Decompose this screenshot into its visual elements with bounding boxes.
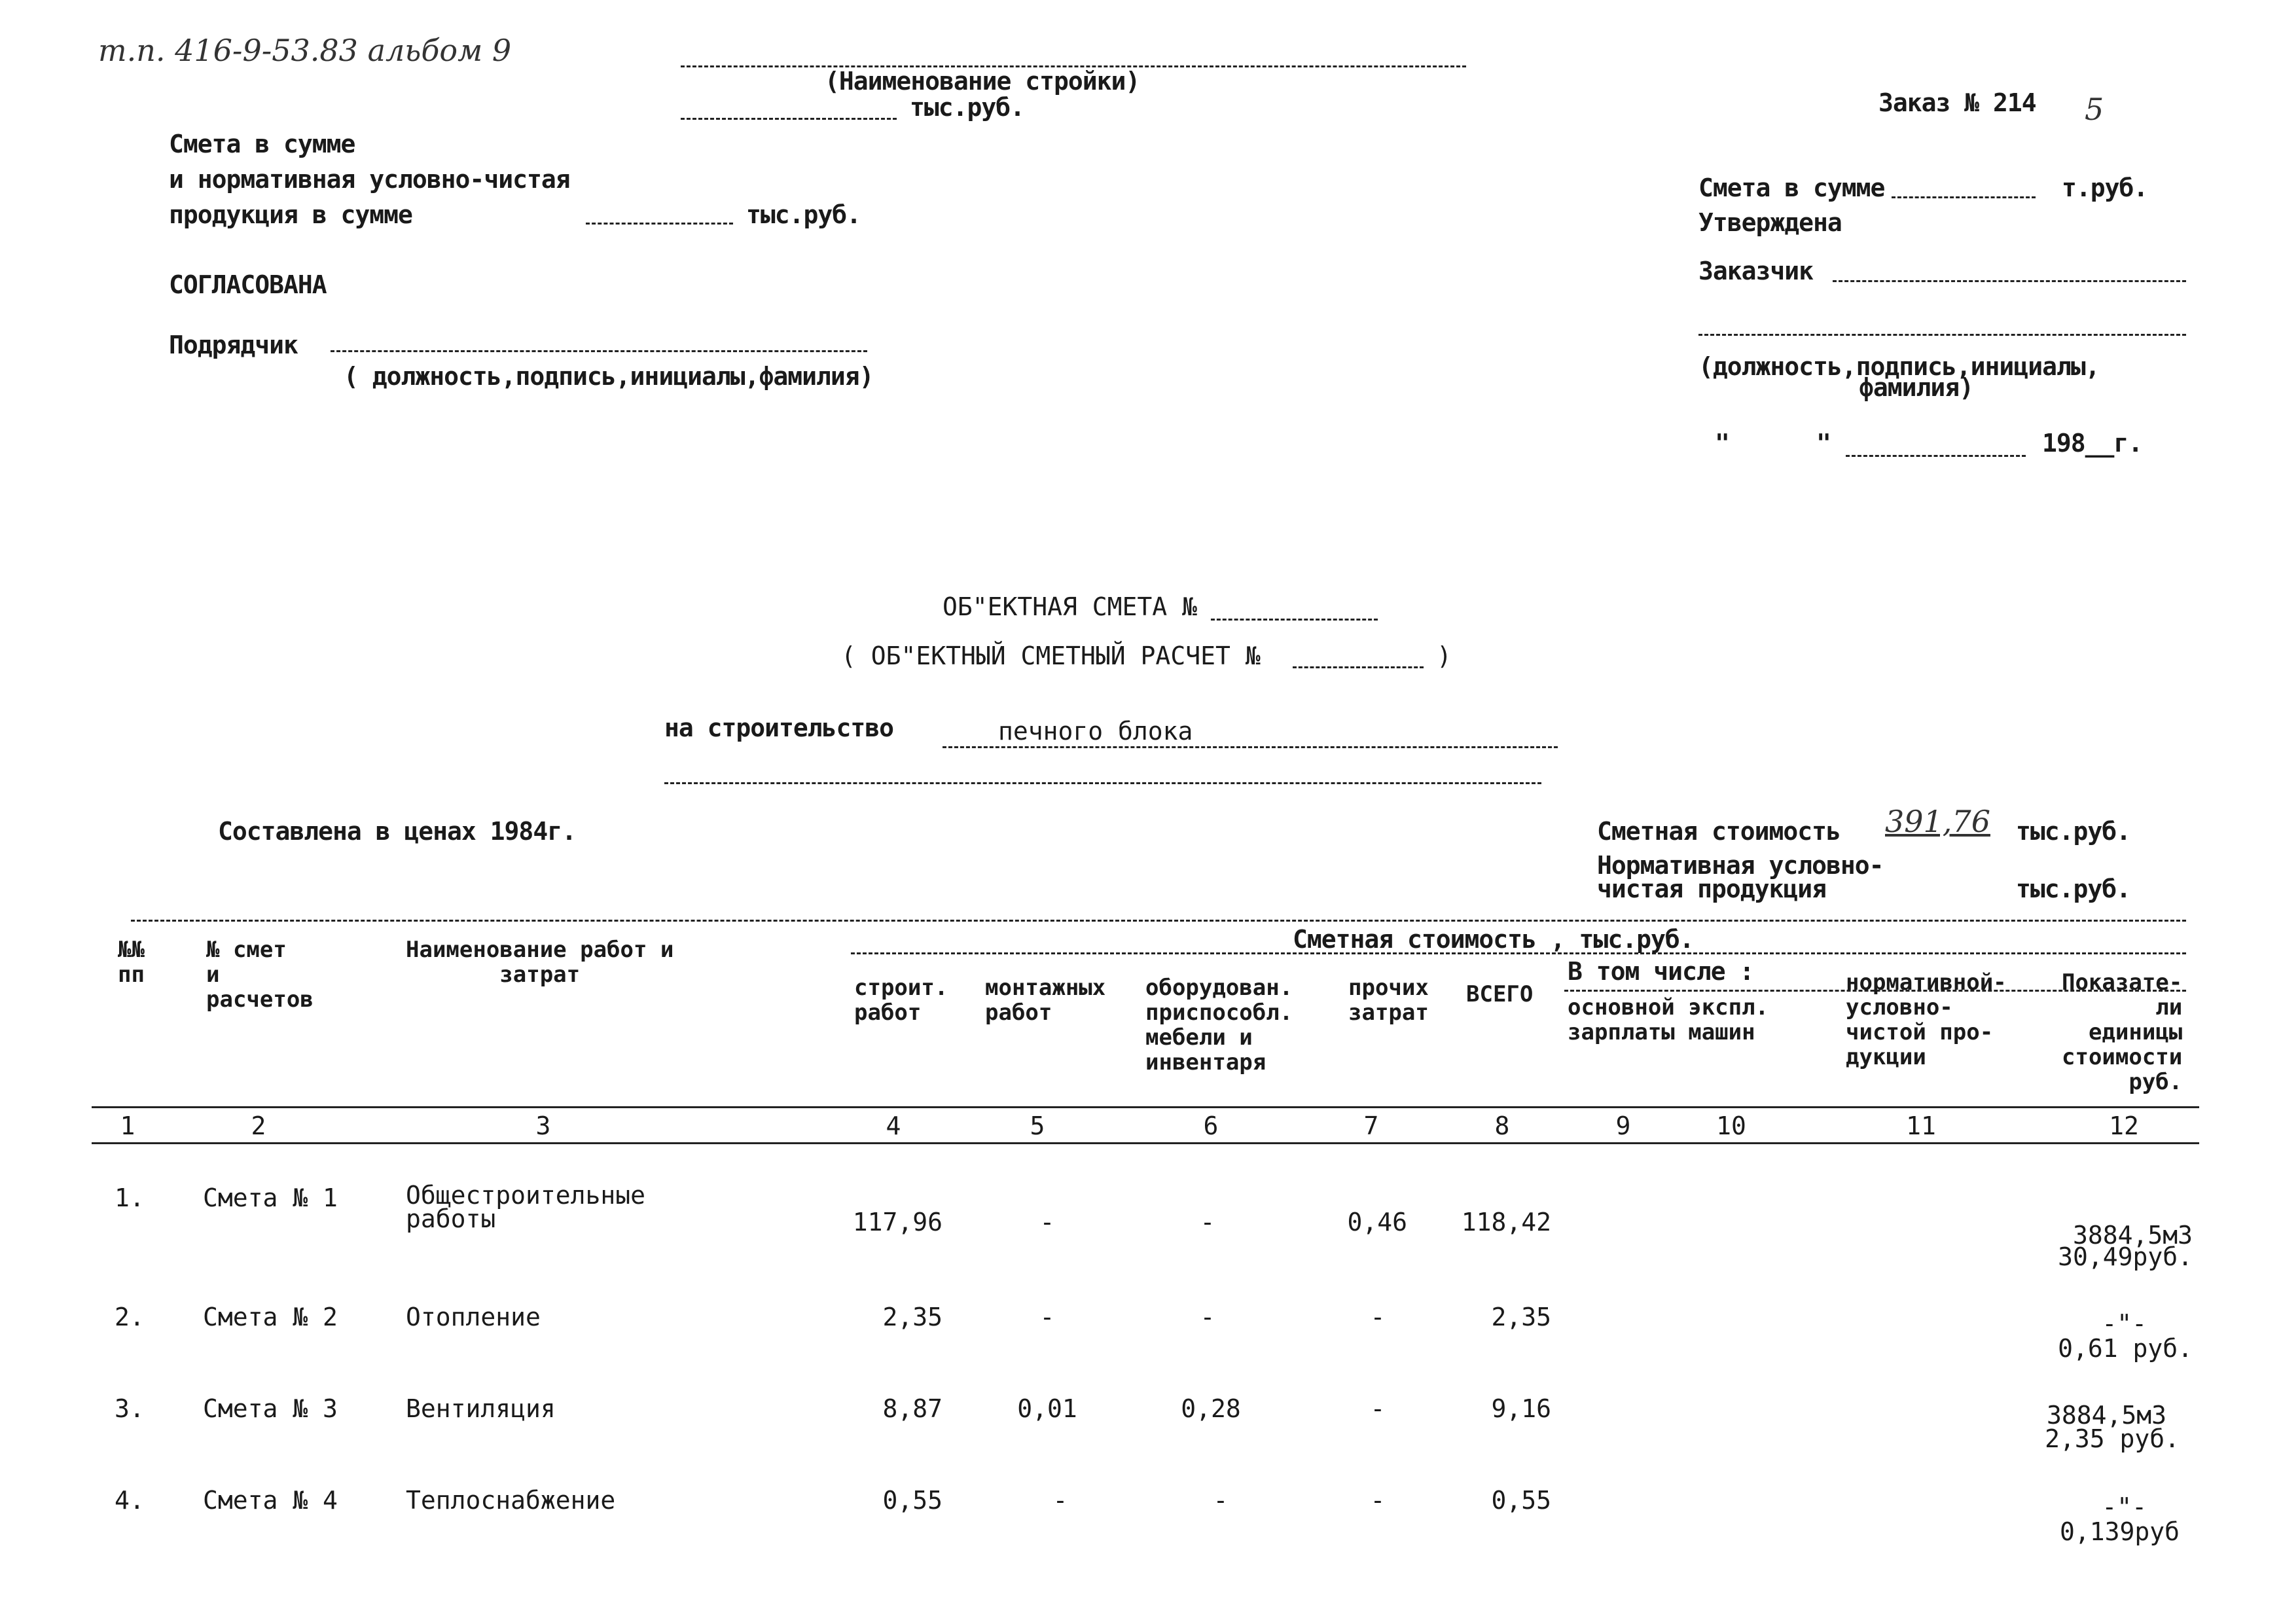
row-estimate: Смета № 1 (203, 1183, 338, 1212)
object-name-line (943, 746, 1558, 748)
row-construction-cost: 117,96 (852, 1208, 943, 1236)
agreed-label: СОГЛАСОВАНА (169, 270, 327, 299)
row-other-cost: - (1370, 1394, 1386, 1423)
row-installation-cost: - (1039, 1208, 1055, 1236)
customer-line (1833, 280, 2186, 282)
col-header-total: ВСЕГО (1466, 981, 1534, 1007)
row-work-name: Теплоснабжение (406, 1486, 616, 1515)
column-number: 6 (1203, 1111, 1219, 1140)
col-header-estimate: № смет и расчетов (206, 937, 314, 1013)
column-number: 4 (886, 1111, 901, 1140)
right-estimate-sum-line (1892, 196, 2036, 198)
title-object-calc-open: ( ОБ"ЕКТНЫЙ СМЕТНЫЙ РАСЧЕТ № (841, 641, 1261, 670)
col-header-unit-indicator: Показате- ли единицы стоимости руб. (2062, 969, 2183, 1095)
right-estimate-sum-label: Смета в сумме (1698, 173, 1885, 202)
table-top-line (131, 920, 2186, 922)
date-quote-close: " (1816, 429, 1831, 458)
contractor-signature-line (331, 350, 867, 352)
row-installation-cost: - (1039, 1303, 1055, 1331)
column-number: 11 (1906, 1111, 1936, 1140)
handwritten-page-number: 5 (2085, 92, 2104, 127)
construction-name-caption: (Наименование стройки) (825, 67, 1140, 96)
column-number: 9 (1615, 1111, 1631, 1140)
column-number: 8 (1494, 1111, 1510, 1140)
product-sum-unit: тыс.руб. (746, 200, 861, 229)
row-construction-cost: 0,55 (882, 1486, 943, 1515)
handwritten-total-cost: 391,76 (1885, 804, 1990, 839)
top-currency: тыс.руб. (910, 93, 1025, 122)
normative-unit: тыс.руб. (2016, 875, 2131, 903)
row-number: 3. (115, 1394, 145, 1423)
object-name: печного блока (998, 717, 1193, 746)
title-object-calc-close: ) (1437, 641, 1452, 670)
column-number: 12 (2109, 1111, 2139, 1140)
row-other-cost: - (1370, 1303, 1386, 1331)
row-work-name: Отопление (406, 1303, 541, 1331)
row-estimate: Смета № 4 (203, 1486, 338, 1515)
row-other-cost: - (1370, 1486, 1386, 1515)
column-number: 7 (1363, 1111, 1379, 1140)
row-unit-indicator-a: 3884,5м3 (2072, 1221, 2193, 1250)
row-number: 4. (115, 1486, 145, 1515)
approved-label: Утверждена (1698, 208, 1842, 237)
row-estimate: Смета № 2 (203, 1303, 338, 1331)
row-unit-indicator-b: 30,49руб. (2058, 1242, 2193, 1271)
row-total-cost: 2,35 (1491, 1303, 1551, 1331)
row-estimate: Смета № 3 (203, 1394, 338, 1423)
col-header-construction: строит. работ (854, 975, 948, 1026)
row-total-cost: 9,16 (1491, 1394, 1551, 1423)
estimate-sum-label: Смета в сумме (169, 130, 355, 158)
right-signature-caption-2: фамилия) (1859, 373, 1974, 402)
right-signature-caption-1: (должность,подпись,инициалы, (1698, 352, 2100, 381)
normative-label-2: чистая продукция (1597, 875, 1827, 903)
title-number-line (1211, 619, 1378, 621)
row-total-cost: 118,42 (1461, 1208, 1551, 1236)
row-unit-indicator-b: 0,139руб (2059, 1517, 2180, 1546)
customer-label: Заказчик (1698, 257, 1814, 285)
column-number: 5 (1030, 1111, 1045, 1140)
row-equipment-cost: - (1200, 1303, 1215, 1331)
right-estimate-unit: т.руб. (2062, 173, 2148, 202)
for-construction-label: на строительство (664, 713, 894, 742)
title-object-estimate: ОБ"ЕКТНАЯ СМЕТА № (943, 592, 1197, 621)
row-unit-indicator-b: 0,61 руб. (2058, 1334, 2193, 1363)
normative-label-1: Нормативная условно- (1597, 851, 1884, 880)
row-unit-indicator-a: -"- (2102, 1309, 2147, 1338)
handwritten-doc-code: т.п. 416-9-53.83 альбом 9 (98, 33, 512, 68)
row-installation-cost: - (1052, 1486, 1068, 1515)
object-name-line-2 (664, 782, 1541, 784)
customer-line-2 (1698, 334, 2186, 336)
col-header-equipment: оборудован. приспособл. мебели и инвентаря (1145, 975, 1293, 1075)
product-sum-label: продукция в сумме (169, 200, 412, 229)
product-sum-line (586, 223, 733, 225)
column-number: 2 (251, 1111, 266, 1140)
row-work-name: Вентиляция (406, 1394, 556, 1423)
row-equipment-cost: 0,28 (1181, 1394, 1241, 1423)
row-construction-cost: 8,87 (882, 1394, 943, 1423)
col-header-installation: монтажных работ (985, 975, 1106, 1026)
row-work-name: Общестроительные работы (406, 1181, 646, 1233)
row-construction-cost: 2,35 (882, 1303, 943, 1331)
col-header-normative-product: нормативной- условно- чистой про- дукции (1846, 969, 2007, 1070)
row-other-cost: 0,46 (1347, 1208, 1407, 1236)
row-unit-indicator-a: 3884,5м3 (2046, 1401, 2166, 1430)
column-number: 1 (120, 1111, 135, 1140)
compiled-prices: Составлена в ценах 1984г. (218, 817, 576, 846)
group-header-estimated-cost: Сметная стоимость , тыс.руб. (1293, 925, 1694, 954)
contractor-label: Подрядчик (169, 331, 298, 359)
row-number: 1. (115, 1183, 145, 1212)
currency-line (681, 118, 897, 120)
estimated-cost-label: Сметная стоимость (1597, 817, 1841, 846)
title-calc-number-line (1293, 666, 1424, 668)
date-quote-open: " (1715, 429, 1729, 458)
column-number: 3 (535, 1111, 551, 1140)
row-installation-cost: 0,01 (1017, 1394, 1077, 1423)
normative-label: и нормативная условно-чистая (169, 165, 570, 194)
row-unit-indicator-a: -"- (2102, 1492, 2147, 1521)
col-header-other: прочих затрат (1348, 975, 1429, 1026)
including-header: В том числе : (1568, 957, 1754, 986)
col-header-work-name: Наименование работ и затрат (406, 937, 674, 988)
date-year: 198__г. (2042, 429, 2143, 458)
row-equipment-cost: - (1200, 1208, 1215, 1236)
column-numbers-bottom-line (92, 1142, 2199, 1144)
estimated-cost-unit: тыс.руб. (2016, 817, 2131, 846)
contractor-signature-caption: ( должность,подпись,инициалы,фамилия) (344, 362, 874, 391)
row-number: 2. (115, 1303, 145, 1331)
col-header-number: №№ пп (118, 937, 145, 988)
col-header-wages-machines: основной экспл. зарплаты машин (1568, 994, 1769, 1045)
column-number: 10 (1716, 1111, 1746, 1140)
header-bottom-line (92, 1106, 2199, 1108)
date-line (1846, 455, 2026, 457)
row-total-cost: 0,55 (1491, 1486, 1551, 1515)
row-unit-indicator-b: 2,35 руб. (2045, 1424, 2180, 1453)
order-number: Заказ № 214 (1878, 88, 2036, 117)
row-equipment-cost: - (1213, 1486, 1229, 1515)
